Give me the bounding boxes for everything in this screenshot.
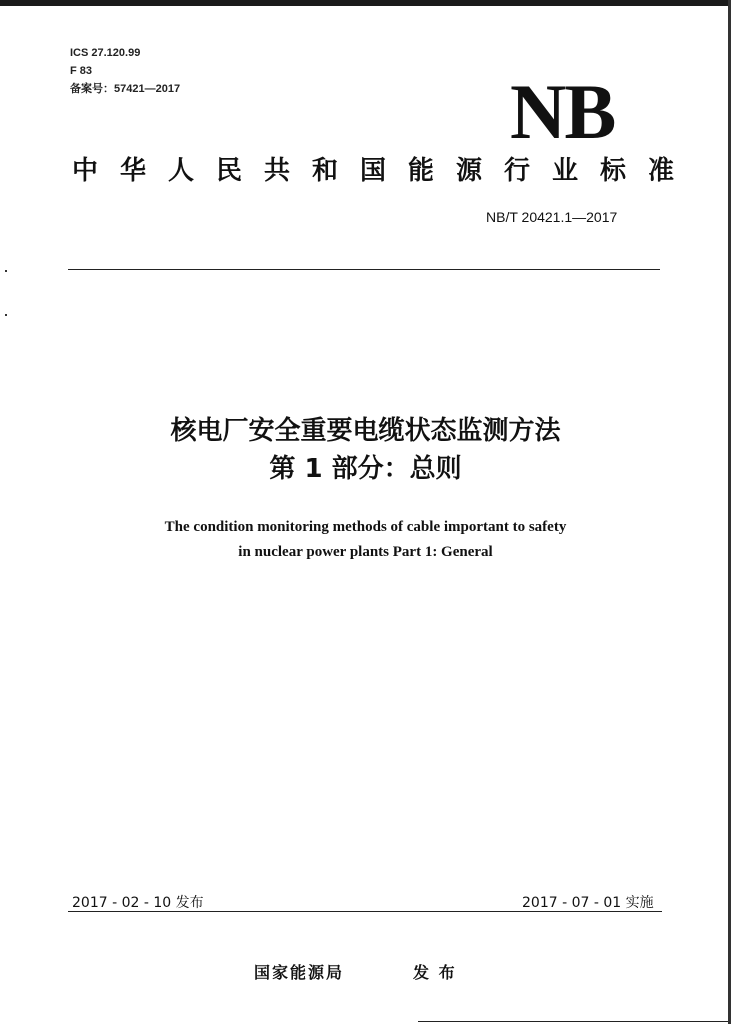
standard-category: 中华人民共和国能源行业标准 xyxy=(72,156,697,186)
issuing-authority: 国家能源局 xyxy=(254,963,345,982)
title-cn-line1: 核电厂安全重要电缆状态监测方法 xyxy=(170,416,561,446)
publish-date: 2017 - 02 - 10 发布 xyxy=(72,895,204,911)
title-en-line2: in nuclear power plants Part 1: General xyxy=(238,544,493,560)
filing-number: 备案号：57421—2017 xyxy=(70,83,181,95)
title-cn-line2: 第 1 部分：总则 xyxy=(269,454,462,484)
nb-logo: NB xyxy=(510,68,615,155)
ccs-code: F 83 xyxy=(70,65,93,77)
footer-divider xyxy=(68,911,662,912)
issue-label: 发 布 xyxy=(413,963,457,982)
ics-code: ICS 27.120.99 xyxy=(70,47,141,59)
scan-speck xyxy=(5,270,7,272)
title-en-line1: The condition monitoring methods of cable important to safety xyxy=(164,519,567,535)
scan-speck xyxy=(5,314,7,316)
bottom-edge-line xyxy=(418,1021,728,1022)
header-divider xyxy=(68,269,660,270)
standard-number: NB/T 20421.1—2017 xyxy=(486,209,618,225)
page-top-border xyxy=(0,0,731,6)
implement-date: 2017 - 07 - 01 实施 xyxy=(522,895,654,911)
